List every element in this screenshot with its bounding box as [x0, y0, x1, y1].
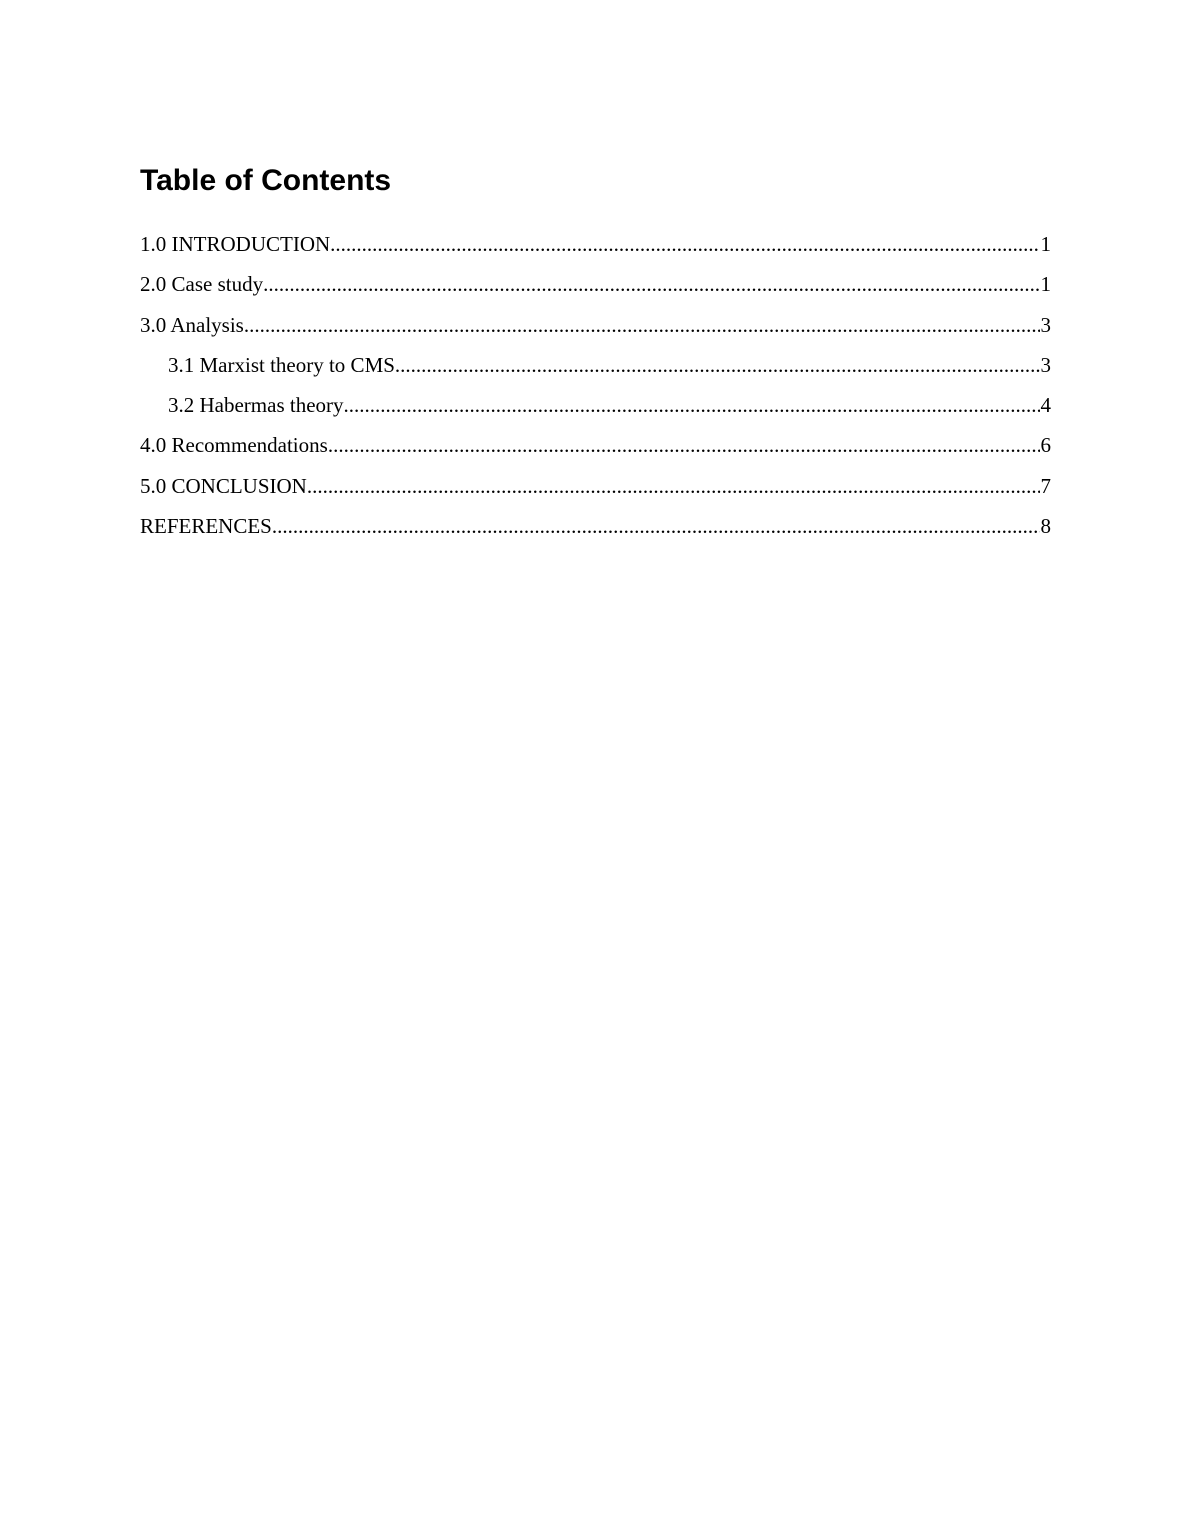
toc-dot-leader — [395, 345, 1040, 385]
toc-entry-page-number: 1 — [1040, 232, 1051, 256]
toc-list — [140, 224, 1051, 546]
toc-entry-page-number: 8 — [1040, 514, 1051, 539]
toc-entry-recommendations[interactable] — [140, 425, 1051, 465]
toc-dot-leader — [344, 385, 1040, 425]
toc-entry-label: REFERENCES — [140, 514, 272, 539]
toc-entry-page-number: 1 — [1040, 272, 1051, 297]
toc-entry-case-study[interactable] — [140, 264, 1051, 304]
toc-entry-page-number: 6 — [1040, 433, 1051, 458]
toc-entry-page-number: 7 — [1040, 473, 1051, 498]
toc-title: Table of Contents — [140, 164, 392, 197]
toc-entry-label: 5.0 CONCLUSION — [140, 473, 307, 498]
toc-entry-page-number: 3 — [1040, 312, 1051, 337]
toc-entry-marxist-theory[interactable] — [140, 345, 1051, 385]
toc-entry-label: 3.1 Marxist theory to CMS — [168, 352, 395, 377]
toc-entry-label: 1.0 INTRODUCTION — [140, 232, 331, 256]
toc-dot-leader — [272, 506, 1040, 546]
toc-entry-label: 2.0 Case study — [140, 272, 264, 297]
toc-dot-leader — [263, 264, 1039, 304]
toc-entry-label: 3.2 Habermas theory — [168, 393, 344, 418]
toc-entry-habermas-theory[interactable] — [140, 385, 1051, 425]
toc-entry-introduction[interactable] — [140, 224, 1051, 264]
toc-dot-leader — [307, 466, 1040, 506]
toc-entry-page-number: 4 — [1040, 393, 1051, 418]
toc-entry-label: 4.0 Recommendations — [140, 433, 328, 458]
toc-dot-leader — [328, 425, 1040, 465]
toc-dot-leader — [330, 224, 1039, 264]
toc-entry-page-number: 3 — [1040, 352, 1051, 377]
toc-dot-leader — [244, 305, 1040, 345]
toc-entry-conclusion[interactable] — [140, 466, 1051, 506]
toc-entry-analysis[interactable] — [140, 305, 1051, 345]
toc-entry-label: 3.0 Analysis — [140, 312, 244, 337]
toc-entry-references[interactable] — [140, 506, 1051, 546]
